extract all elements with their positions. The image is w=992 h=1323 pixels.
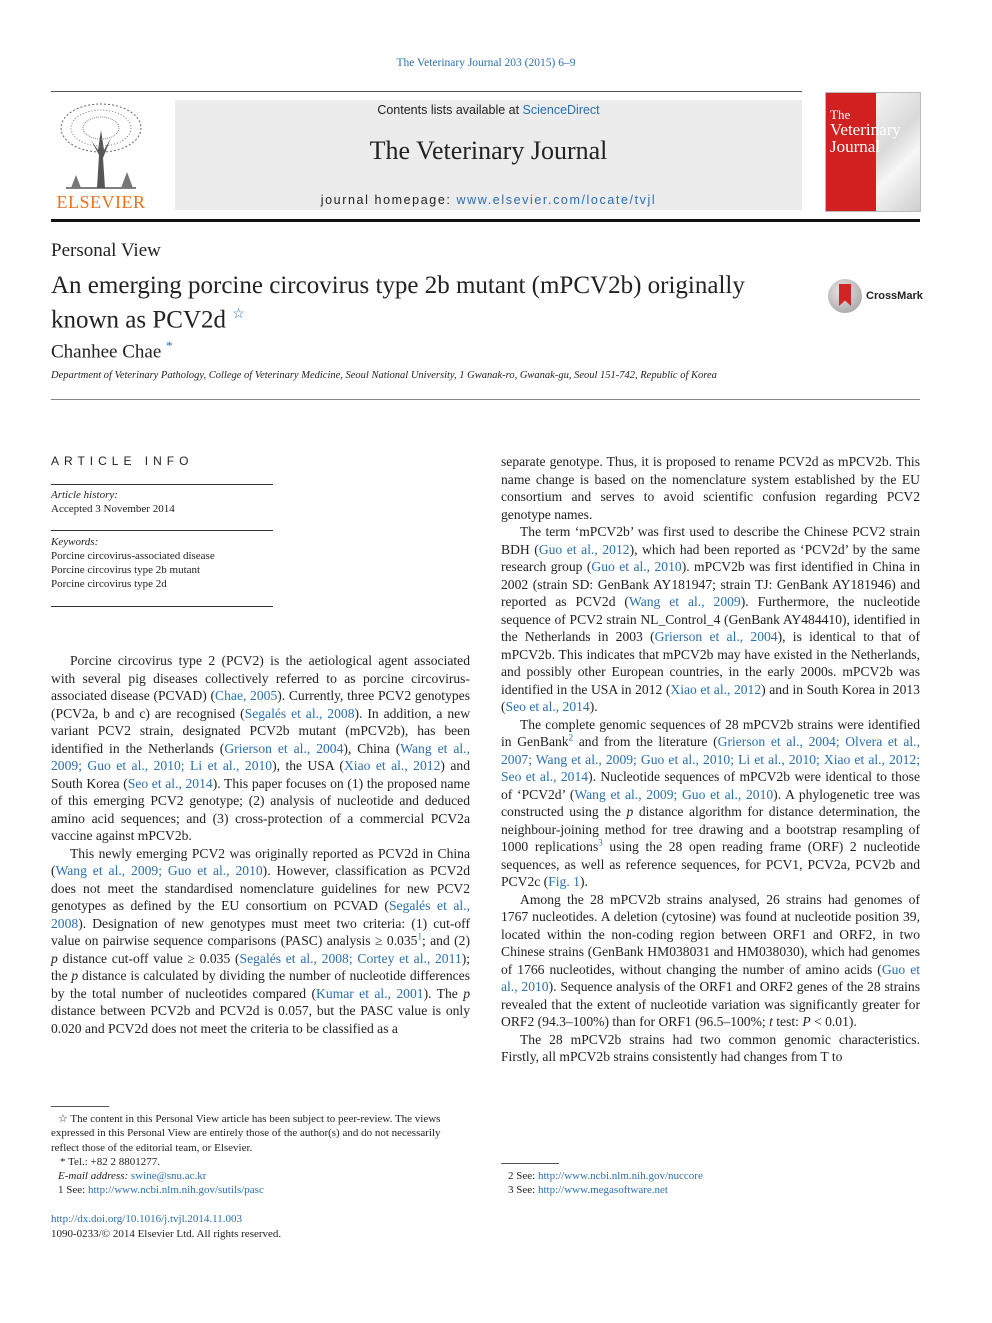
- copyright: 1090-0233/© 2014 Elsevier Ltd. All rights reserved.: [51, 1227, 282, 1240]
- paragraph: Porcine circovirus type 2 (PCV2) is the aetiological agent associated with several pig diseases collectively referred to as porcine circovirus-associated disease (PCVAD) (Chae, 2005). Currently, three PCV2 genotypes (PCV2a, b and c) are recognised (Segalés et al., 2008). In addition, a new variant PCV2 strain, designated PCV2b mutant (mPCV2b), has been identified in the Netherlands (Grierson et al., 2004), China (Wang et al., 2009; Guo et al., 2010; Li et al., 2010), the USA (Xiao et al., 2012) and South Korea (Seo et al., 2014). This paper focuses on (1) the proposed name of this emerging PCV2 genotype; (2) analysis of nucleotide and deduced amino acid sequences; and (3) cross-protection of a commercial PCV2a vaccine against mPCV2b.: [51, 653, 471, 843]
- paragraph: separate genotype. Thus, it is proposed to rename PCV2d as mPCV2b. This name change is based on the nomenclature system established by the EU consortium and serves to avoid scientific confusion regarding PCV2 genotype names.: [501, 454, 920, 522]
- article-section: Personal View: [51, 240, 161, 261]
- author-affiliation: Department of Veterinary Pathology, College of Veterinary Medicine, Seoul National University, 1 Gwanak-ro, Gwanak-gu, Seoul 151-742, Republic of Korea: [51, 370, 717, 381]
- footnote-rule-left: [51, 1106, 109, 1107]
- footnote-rule-right: [501, 1163, 559, 1164]
- journal-cover-thumbnail[interactable]: [825, 92, 921, 212]
- doi-link[interactable]: http://dx.doi.org/10.1016/j.tvjl.2014.11.003: [51, 1213, 242, 1225]
- keyword: Porcine circovirus type 2d: [51, 578, 167, 590]
- elsevier-wordmark: ELSEVIER: [56, 192, 146, 212]
- journal-name: The Veterinary Journal: [369, 136, 608, 165]
- article-title: An emerging porcine circovirus type 2b mutant (mPCV2b) originally known as PCV2d ☆: [51, 272, 745, 334]
- article-history: Article history: Accepted 3 November 2014: [51, 489, 175, 515]
- cover-title-line1: The: [830, 107, 851, 122]
- homepage-link[interactable]: www.elsevier.com/locate/tvjl: [456, 193, 657, 207]
- contents-line: Contents lists available at ScienceDirect: [377, 103, 600, 117]
- article-info-heading: ARTICLE INFO: [51, 454, 194, 468]
- title-footnote-mark[interactable]: ☆: [232, 307, 245, 322]
- cover-title-line2: Veterinary Journal: [830, 120, 901, 156]
- header-top-rule: [51, 91, 802, 92]
- footnote-tel: * Tel.: +82 2 8801277.: [60, 1155, 160, 1168]
- body-column-right: [501, 453, 920, 1066]
- megasoftware-link[interactable]: http://www.megasoftware.net: [537, 1184, 668, 1197]
- keywords-block: Keywords: Porcine circovirus-associated disease Porcine circovirus type 2b mutant Porcine circovirus type 2d: [51, 536, 215, 590]
- footnotes-right: [501, 1169, 920, 1198]
- journal-citation[interactable]: The Veterinary Journal 203 (2015) 6–9: [396, 57, 576, 69]
- paragraph: The complete genomic sequences of 28 mPCV2b strains were identified in GenBank$^2$ and from the literature (Grierson et al., 2004; Olvera et al., 2007; Wang et al., 2009; Guo et al., 2010; Li et al., 2010; Xiao et al., 2012; Seo et al., 2014). Nucleotide sequences of mPCV2b were identical to those of ‘PCV2d’ (Wang et al., 2009; Guo et al., 2010). A phylogenetic tree was constructed using the p distance algorithm for distance determination, the neighbour-joining method for tree drawing and a bootstrap resampling of 1000 replications$^3$ using the 28 open reading frame (ORF) 2 nucleotide sequences, as well as reference sequences, for PCV1, PCV2a, PCV2b and PCV2c (Fig. 1).: [501, 716, 921, 889]
- keywords-end-rule: [51, 606, 273, 607]
- author-footnote-mark[interactable]: *: [166, 338, 173, 353]
- author-name: Chanhee Chae *: [51, 338, 173, 363]
- footnote-peer-review: ☆ The content in this Personal View article has been subject to peer-review. The views expressed in this Personal View are entirely those of the author(s) and do not necessarily reflect those of the editorial team, or Elsevier.: [51, 1113, 441, 1154]
- doi-block: [51, 1212, 281, 1241]
- paragraph: The 28 mPCV2b strains had two common genomic characteristics. Firstly, all mPCV2b strains consistently had changes from T to: [501, 1031, 920, 1064]
- paragraph: The term ‘mPCV2b’ was first used to describe the Chinese PCV2 strain BDH (Guo et al., 2012), which had been reported as ‘PCV2d’ by the same research group (Guo et al., 2010). mPCV2b was first identified in China in 2002 (strain SD: GenBank AY181947; strain TJ: GenBank AY181946) and reported as PCV2d (Wang et al., 2009). Furthermore, the nucleotide sequence of PCV2 strain NL_Control_4 (GenBank AY484410), identified in the Netherlands in 2003 (Grierson et al., 2004), is identical to that of mPCV2b. This indicates that mPCV2b may have existed in the Netherlands, and possibly other European countries, in the early 2000s. mPCV2b was identified in the USA in 2012 (Xiao et al., 2012) and in South Korea in 2013 (Seo et al., 2014).: [501, 524, 921, 714]
- pasc-link[interactable]: http://www.ncbi.nlm.nih.gov/sutils/pasc: [87, 1184, 264, 1197]
- footnotes-left: [51, 1112, 470, 1198]
- body-column-left: [51, 652, 470, 1037]
- affiliation-rule: [51, 399, 920, 400]
- crossmark-label: CrossMark: [866, 290, 923, 302]
- paragraph: This newly emerging PCV2 was originally reported as PCV2d in China (Wang et al., 2009; Guo et al., 2010). However, classification as PCV2d does not meet the standardised nomenclature guidelines for new PCV2 genotypes as defined by the EU consortium on PCVAD (Segalés et al., 2008). Designation of new genotypes must meet two criteria: (1) cut-off value on pairwise sequence comparisons (PASC) analysis ≥ $0.035^1$; and (2) p distance cut-off value ≥ 0.035 (Segalés et al., 2008; Cortey et al., 2011); the p distance is calculated by dividing the number of nucleotide differences by the total number of nucleotides compared (Kumar et al., 2001). The p distance between PCV2b and PCV2d is 0.057, but the PASC value is only 0.020 and PCV2d does not meet the criteria to be classified as a: [51, 845, 470, 1036]
- journal-homepage: journal homepage: www.elsevier.com/locate/tvjl: [320, 193, 657, 207]
- header-thick-rule: [51, 219, 920, 222]
- keyword: Porcine circovirus-associated disease: [51, 550, 215, 562]
- paragraph: Among the 28 mPCV2b strains analysed, 26 strains had genomes of 1767 nucleotides. A deletion (cytosine) was found at nucleotide position 39, located within the non-coding region between ORF1 and ORF2, in two Chinese strains (GenBank HM038031 and HM038030), which had genomes of 1766 nucleotides, without changing the number of amino acids (Guo et al., 2010). Sequence analysis of the ORF1 and ORF2 genes of the 28 strains revealed that the extent of nucleotide variation was significantly greater for ORF2 (94.3–100%) than for ORF1 (96.5–100%; t test: P < 0.01).: [501, 891, 921, 1029]
- nuccore-link[interactable]: http://www.ncbi.nlm.nih.gov/nuccore: [537, 1170, 703, 1182]
- sciencedirect-link[interactable]: ScienceDirect: [522, 103, 600, 117]
- keywords-rule: [51, 530, 273, 531]
- journal-header-band: [175, 100, 802, 210]
- article-info-rule: [51, 484, 273, 485]
- email-link[interactable]: swine@snu.ac.kr: [130, 1170, 207, 1183]
- crossmark-badge[interactable]: [828, 279, 923, 317]
- keyword: Porcine circovirus type 2b mutant: [51, 564, 201, 576]
- footnote-3: 3 See: http://www.megasoftware.net: [508, 1184, 668, 1197]
- footnote-1: 1 See: http://www.ncbi.nlm.nih.gov/sutils/pasc: [58, 1184, 264, 1197]
- footnote-2: 2 See: http://www.ncbi.nlm.nih.gov/nuccore: [508, 1170, 703, 1182]
- footnote-email: E-mail address: swine@snu.ac.kr: [58, 1170, 207, 1183]
